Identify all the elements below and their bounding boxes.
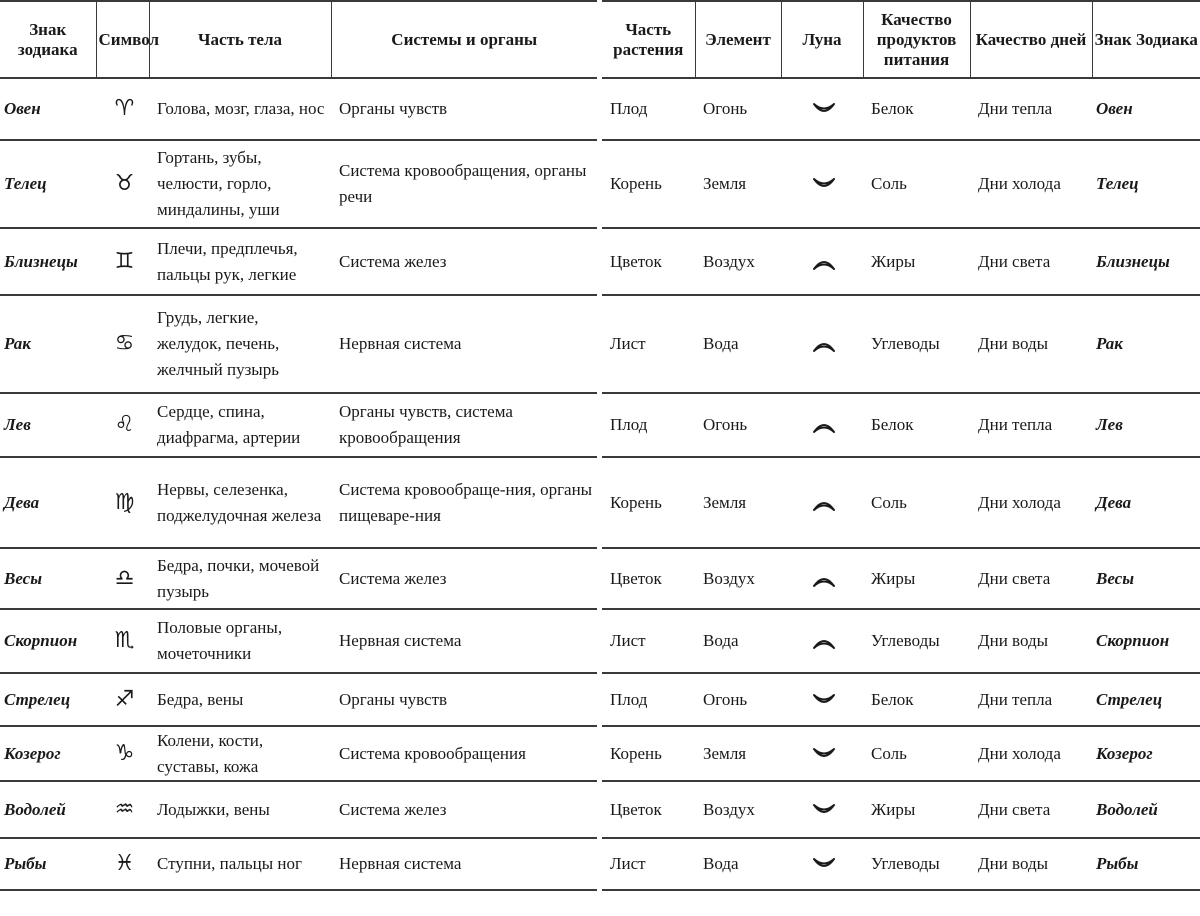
plant-part: Цветок <box>602 228 695 295</box>
element: Вода <box>695 609 781 673</box>
sign-name: Лев <box>1092 393 1200 457</box>
element: Земля <box>695 726 781 781</box>
plant-part: Плод <box>602 78 695 140</box>
header-food-quality: Качество продуктов питания <box>863 1 970 78</box>
aquarius-icon: ♒ <box>96 781 149 838</box>
systems-organs: Органы чувств, система кровообращения <box>331 393 597 457</box>
table-row <box>602 548 1200 609</box>
food-quality: Соль <box>863 726 970 781</box>
plant-part: Плод <box>602 673 695 726</box>
sign-name: Водолей <box>0 781 96 838</box>
systems-organs: Система кровообраще-ния, органы пищеваре-ния <box>331 457 597 548</box>
table-row <box>0 781 597 838</box>
plant-part: Цветок <box>602 781 695 838</box>
systems-organs: Органы чувств <box>331 78 597 140</box>
table-row <box>0 457 597 548</box>
body-part: Ступни, пальцы ног <box>149 838 331 890</box>
systems-organs: Нервная система <box>331 295 597 393</box>
zodiac-body-table <box>0 0 597 891</box>
body-part: Голова, мозг, глаза, нос <box>149 78 331 140</box>
sign-name: Близнецы <box>0 228 96 295</box>
table-row <box>602 838 1200 890</box>
table-row <box>602 609 1200 673</box>
table-row <box>602 673 1200 726</box>
element: Воздух <box>695 228 781 295</box>
plant-part: Корень <box>602 140 695 228</box>
moon-ascending-icon <box>781 457 863 548</box>
scorpio-icon: ♏ <box>96 609 149 673</box>
body-part: Лодыжки, вены <box>149 781 331 838</box>
table-row <box>0 609 597 673</box>
libra-icon: ♎ <box>96 548 149 609</box>
day-quality: Дни холода <box>970 457 1092 548</box>
sign-name: Рак <box>1092 295 1200 393</box>
element: Земля <box>695 140 781 228</box>
day-quality: Дни воды <box>970 609 1092 673</box>
body-part: Гортань, зубы, челюсти, горло, миндалины, уши <box>149 140 331 228</box>
body-part: Половые органы, мочеточники <box>149 609 331 673</box>
leo-icon: ♌ <box>96 393 149 457</box>
plant-part: Лист <box>602 295 695 393</box>
capricorn-icon: ♑ <box>96 726 149 781</box>
systems-organs: Система желез <box>331 228 597 295</box>
day-quality: Дни тепла <box>970 393 1092 457</box>
food-quality: Углеводы <box>863 295 970 393</box>
header-sign: Знак Зодиака <box>1092 1 1200 78</box>
element: Огонь <box>695 78 781 140</box>
moon-descending-icon <box>781 838 863 890</box>
systems-organs: Система желез <box>331 781 597 838</box>
sign-name: Стрелец <box>1092 673 1200 726</box>
food-quality: Белок <box>863 673 970 726</box>
table-row <box>0 140 597 228</box>
moon-descending-icon <box>781 78 863 140</box>
table-row <box>0 838 597 890</box>
plant-part: Плод <box>602 393 695 457</box>
plant-part: Корень <box>602 726 695 781</box>
table-row <box>602 78 1200 140</box>
sign-name: Козерог <box>1092 726 1200 781</box>
element: Воздух <box>695 781 781 838</box>
header-systems: Системы и органы <box>331 1 597 78</box>
element: Огонь <box>695 673 781 726</box>
virgo-icon: ♍ <box>96 457 149 548</box>
header-body-part: Часть тела <box>149 1 331 78</box>
systems-organs: Органы чувств <box>331 673 597 726</box>
sign-name: Овен <box>0 78 96 140</box>
food-quality: Жиры <box>863 548 970 609</box>
sign-name: Стрелец <box>0 673 96 726</box>
sign-name: Дева <box>0 457 96 548</box>
table-row <box>0 78 597 140</box>
day-quality: Дни воды <box>970 295 1092 393</box>
day-quality: Дни холода <box>970 140 1092 228</box>
table-row <box>602 393 1200 457</box>
sign-name: Телец <box>1092 140 1200 228</box>
plant-part: Цветок <box>602 548 695 609</box>
systems-organs: Нервная система <box>331 838 597 890</box>
food-quality: Соль <box>863 140 970 228</box>
sign-name: Козерог <box>0 726 96 781</box>
sign-name: Водолей <box>1092 781 1200 838</box>
zodiac-plant-table <box>602 0 1200 891</box>
moon-ascending-icon <box>781 393 863 457</box>
food-quality: Жиры <box>863 781 970 838</box>
moon-ascending-icon <box>781 609 863 673</box>
systems-organs: Система кровообращения <box>331 726 597 781</box>
plant-part: Лист <box>602 838 695 890</box>
moon-descending-icon <box>781 726 863 781</box>
header-row <box>0 1 597 78</box>
sign-name: Дева <box>1092 457 1200 548</box>
sign-name: Лев <box>0 393 96 457</box>
systems-organs: Система кровообращения, органы речи <box>331 140 597 228</box>
body-part: Бедра, почки, мочевой пузырь <box>149 548 331 609</box>
sign-name: Весы <box>0 548 96 609</box>
day-quality: Дни света <box>970 781 1092 838</box>
table-row <box>602 228 1200 295</box>
sign-name: Весы <box>1092 548 1200 609</box>
pisces-icon: ♓ <box>96 838 149 890</box>
body-part: Нервы, селезенка, поджелудочная железа <box>149 457 331 548</box>
taurus-icon: ♉ <box>96 140 149 228</box>
header-row <box>602 1 1200 78</box>
sign-name: Скорпион <box>1092 609 1200 673</box>
aries-icon: ♈ <box>96 78 149 140</box>
sign-name: Скорпион <box>0 609 96 673</box>
day-quality: Дни тепла <box>970 78 1092 140</box>
moon-descending-icon <box>781 673 863 726</box>
table-row <box>602 295 1200 393</box>
food-quality: Углеводы <box>863 609 970 673</box>
day-quality: Дни воды <box>970 838 1092 890</box>
sign-name: Рыбы <box>0 838 96 890</box>
body-part: Бедра, вены <box>149 673 331 726</box>
body-part: Грудь, легкие, желудок, печень, желчный пузырь <box>149 295 331 393</box>
systems-organs: Система желез <box>331 548 597 609</box>
moon-descending-icon <box>781 140 863 228</box>
food-quality: Белок <box>863 393 970 457</box>
header-plant-part: Часть растения <box>602 1 695 78</box>
header-moon: Луна <box>781 1 863 78</box>
table-row <box>0 673 597 726</box>
table-row <box>602 457 1200 548</box>
plant-part: Лист <box>602 609 695 673</box>
day-quality: Дни света <box>970 228 1092 295</box>
table-row <box>0 228 597 295</box>
sign-name: Рак <box>0 295 96 393</box>
moon-ascending-icon <box>781 228 863 295</box>
element: Вода <box>695 838 781 890</box>
day-quality: Дни тепла <box>970 673 1092 726</box>
moon-ascending-icon <box>781 548 863 609</box>
sign-name: Овен <box>1092 78 1200 140</box>
table-row <box>0 295 597 393</box>
food-quality: Жиры <box>863 228 970 295</box>
table-row <box>0 726 597 781</box>
element: Вода <box>695 295 781 393</box>
table-row <box>602 726 1200 781</box>
header-sign: Знак зодиака <box>0 1 96 78</box>
plant-part: Корень <box>602 457 695 548</box>
cancer-icon: ♋ <box>96 295 149 393</box>
day-quality: Дни света <box>970 548 1092 609</box>
sign-name: Телец <box>0 140 96 228</box>
sign-name: Близнецы <box>1092 228 1200 295</box>
table-row <box>602 140 1200 228</box>
food-quality: Белок <box>863 78 970 140</box>
body-part: Сердце, спина, диафрагма, артерии <box>149 393 331 457</box>
element: Воздух <box>695 548 781 609</box>
table-row <box>602 781 1200 838</box>
sagittarius-icon: ♐ <box>96 673 149 726</box>
header-element: Элемент <box>695 1 781 78</box>
moon-descending-icon <box>781 781 863 838</box>
element: Земля <box>695 457 781 548</box>
systems-organs: Нервная система <box>331 609 597 673</box>
table-row <box>0 393 597 457</box>
food-quality: Углеводы <box>863 838 970 890</box>
sign-name: Рыбы <box>1092 838 1200 890</box>
day-quality: Дни холода <box>970 726 1092 781</box>
element: Огонь <box>695 393 781 457</box>
table-row <box>0 548 597 609</box>
food-quality: Соль <box>863 457 970 548</box>
moon-ascending-icon <box>781 295 863 393</box>
gemini-icon: ♊ <box>96 228 149 295</box>
body-part: Колени, кости, суставы, кожа <box>149 726 331 781</box>
header-symbol: Символ <box>96 1 149 78</box>
body-part: Плечи, предплечья, пальцы рук, легкие <box>149 228 331 295</box>
header-day-quality: Качество дней <box>970 1 1092 78</box>
